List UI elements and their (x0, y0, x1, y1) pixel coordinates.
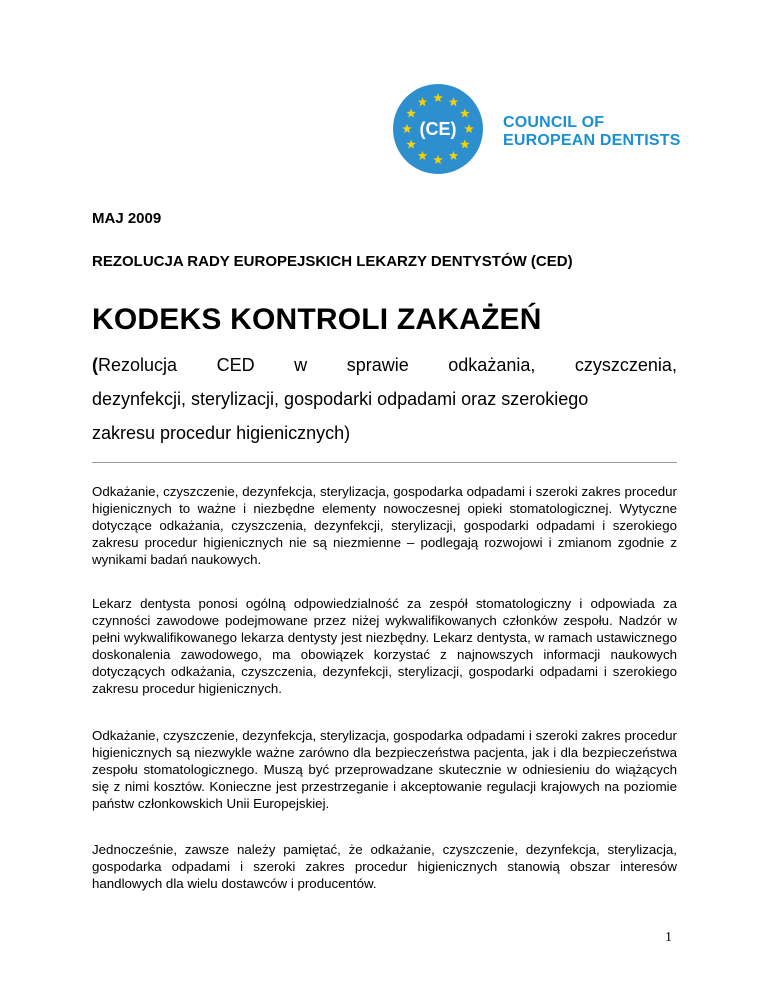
eu-stars-emblem-icon (393, 84, 483, 174)
paragraph-2: Lekarz dentysta ponosi ogólną odpowiedzialność za zespół stomatologiczny i odpowiada za czynności zawodowe podejmowane przez niżej wykwalifikowanych członków zespołu. Nadzór w pełni wykwalifikowanego lekarza dentysty jest niezbędny. Lekarz dentysta, w ramach ustawicznego doskonalenia zawodowego, ma obowiązek korzystać z najnowszych informacji naukowych dotyczących odkażania, czyszczenia, dezynfekcji, sterylizacji, gospodarki odpadami i szerokiego zakresu procedur higienicznych. (92, 596, 677, 696)
subtitle-word: sprawie (346, 355, 409, 375)
ced-logo (393, 84, 693, 174)
subtitle-word: CED (216, 355, 255, 375)
page-title: KODEKS KONTROLI ZAKAŻEŃ (92, 303, 542, 336)
subtitle-word: odkażania, (448, 355, 536, 375)
page-number: 1 (665, 930, 672, 945)
subtitle-word: (Rezolucja (92, 355, 178, 375)
subtitle-word: czyszczenia, (574, 355, 677, 375)
logo-line-1: COUNCIL OF (503, 114, 605, 131)
subtitle-line-3: zakresu procedur higienicznych) (92, 423, 351, 443)
document-date: MAJ 2009 (92, 210, 162, 227)
logo-line-2: EUROPEAN DENTISTS (503, 132, 681, 149)
paragraph-3: Odkażanie, czyszczenie, dezynfekcja, sterylizacja, gospodarka odpadami i szeroki zakres procedur higienicznych są niezwykle ważne zarówno dla bezpieczeństwa pacjenta, jak i dla bezpieczeństwa zespołu stomatologicznego. Muszą być przeprowadzane skutecznie w odniesieniu do wiążących się z nimi kosztów. Konieczne jest przestrzeganie i akceptowanie regulacji krajowych na poziomie państw członkowskich Unii Europejskiej. (92, 728, 677, 811)
paragraph-4: Jednocześnie, zawsze należy pamiętać, że odkażanie, czyszczenie, dezynfekcja, sterylizacja, gospodarka odpadami i szeroki zakres procedur higienicznych stanowią obszar interesów handlowych dla wielu dostawców i producentów. (92, 842, 677, 891)
subtitle-line-1 (92, 348, 677, 382)
subtitle (92, 348, 677, 450)
subtitle-line-2: dezynfekcji, sterylizacji, gospodarki odpadami oraz szerokiego (92, 389, 589, 409)
resolution-heading: REZOLUCJA RADY EUROPEJSKICH LEKARZY DENTYSTÓW (CED) (92, 253, 573, 270)
logo-wordmark (503, 114, 681, 150)
paragraph-1: Odkażanie, czyszczenie, dezynfekcja, sterylizacja, gospodarka odpadami i szeroki zakres procedur higienicznych to ważne i niezbędne elementy nowoczesnej opieki stomatologicznej. Wytyczne dotyczące odkażania, czyszczenia, dezynfekcji, sterylizacji, gospodarki odpadami i szerokiego zakresu procedur higienicznych nie są niezmienne – podlegają rozwojowi i zmianom zgodnie z wynikami badań naukowych. (92, 484, 677, 567)
horizontal-divider (92, 462, 677, 463)
subtitle-word: w (294, 355, 308, 375)
emblem-text: (CE) (419, 119, 457, 139)
